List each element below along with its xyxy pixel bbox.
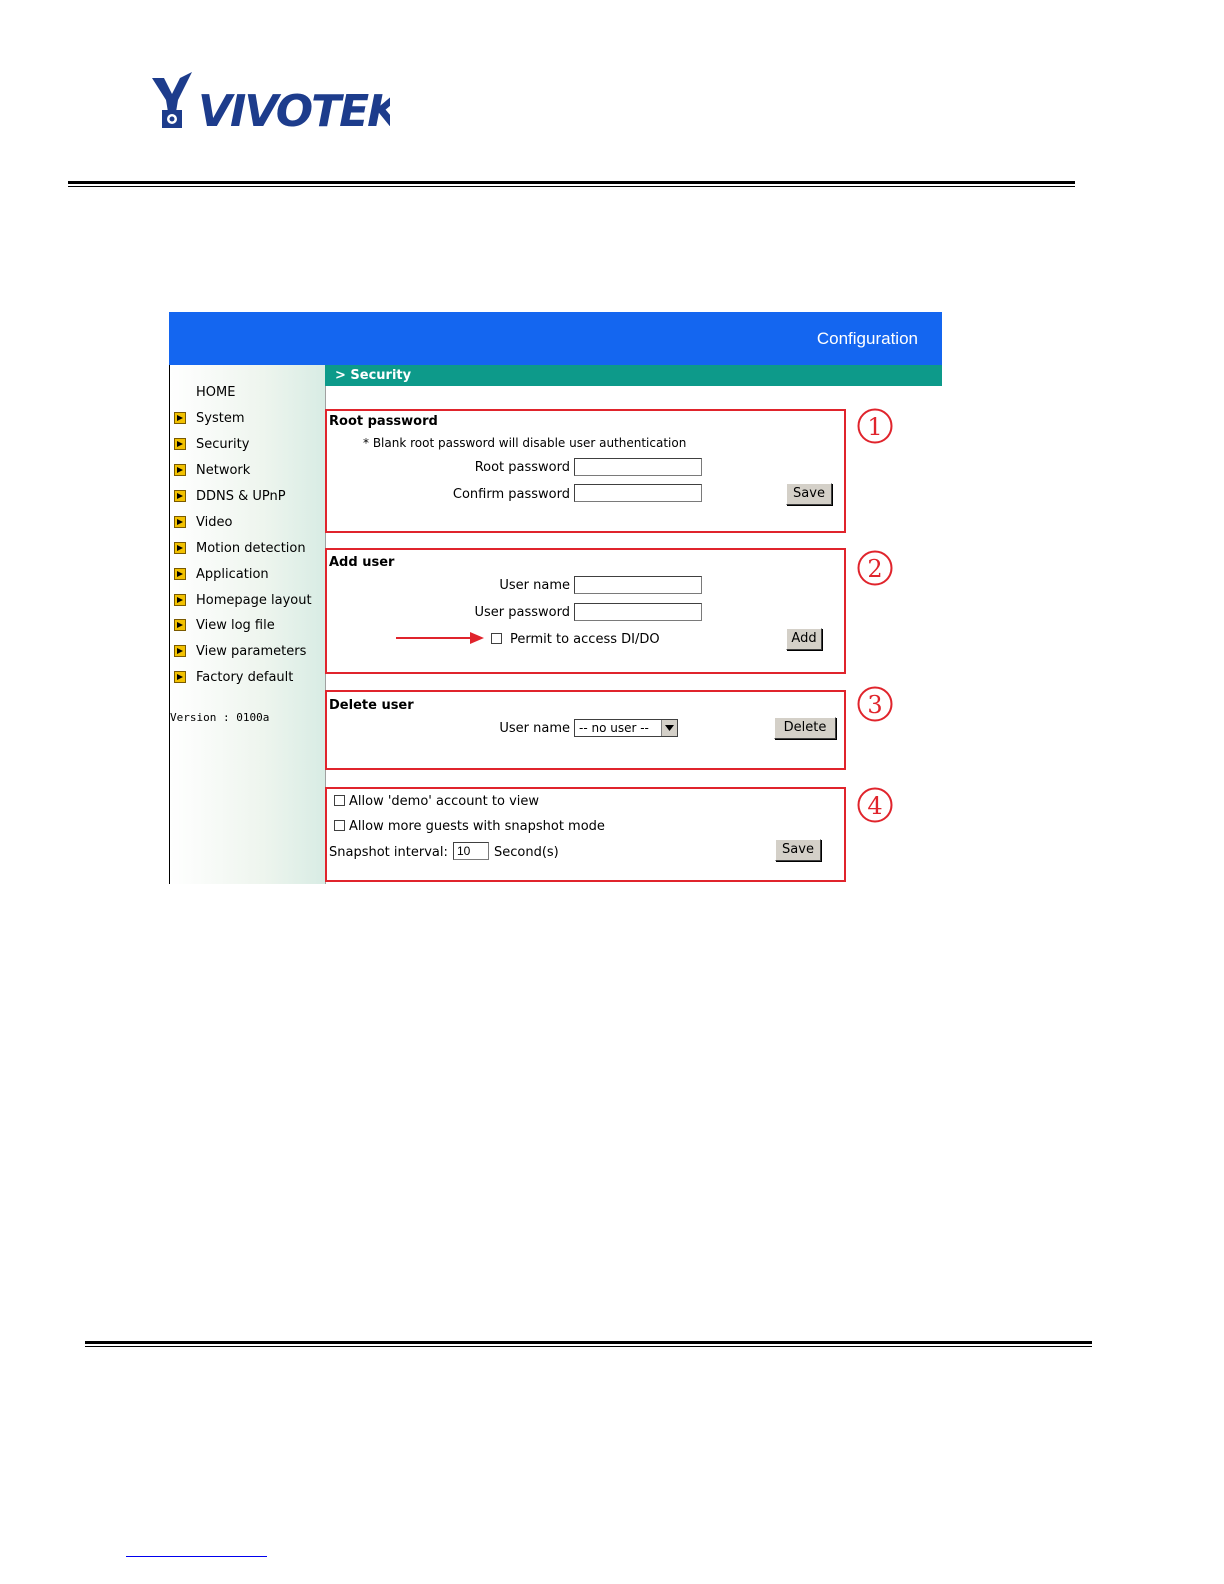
sidebar-item-view-log-file[interactable]: [174, 614, 275, 636]
svg-text:4: 4: [867, 792, 883, 820]
user-password-label: User password: [474, 605, 570, 620]
user-select[interactable]: [574, 719, 678, 737]
sidebar-item-motion-detection[interactable]: [174, 537, 306, 559]
version-label: Version : 0100a: [170, 711, 270, 724]
sidebar-item-label: Motion detection: [196, 540, 306, 556]
delete-user-name-label: User name: [499, 721, 570, 736]
user-name-label: User name: [499, 578, 570, 593]
sidebar: [169, 365, 325, 884]
root-password-note: * Blank root password will disable user authentication: [363, 436, 687, 450]
sidebar-item-label: System: [196, 410, 245, 426]
sidebar-item-homepage-layout[interactable]: [174, 589, 312, 611]
sidebar-item-application[interactable]: [174, 563, 269, 585]
arrow-right-icon: [174, 568, 186, 580]
arrow-right-icon: [174, 645, 186, 657]
permit-dido-label: Permit to access DI/DO: [510, 632, 660, 647]
sidebar-item-view-parameters[interactable]: [174, 640, 306, 662]
root-save-button[interactable]: Save: [786, 483, 832, 505]
root-password-heading: Root password: [329, 414, 438, 429]
arrow-right-icon: [174, 438, 186, 450]
red-arrow-icon: [396, 630, 484, 646]
allow-demo-label: Allow 'demo' account to view: [349, 794, 540, 809]
svg-text:3: 3: [867, 691, 883, 719]
arrow-right-icon: [174, 542, 186, 554]
seconds-unit-label: Second(s): [494, 845, 559, 860]
sidebar-item-system[interactable]: [174, 407, 244, 429]
guest-settings-box: [325, 787, 846, 882]
section-title: > Security: [335, 368, 412, 383]
footer-rule: [85, 1341, 1092, 1347]
user-password-input[interactable]: [574, 603, 702, 621]
allow-guests-label: Allow more guests with snapshot mode: [349, 819, 605, 834]
vivotek-logo: [150, 72, 390, 132]
svg-text:1: 1: [867, 413, 883, 441]
add-user-heading: Add user: [329, 555, 395, 570]
sidebar-item-ddns[interactable]: [174, 485, 286, 507]
arrow-right-icon: [174, 594, 186, 606]
user-select-value: -- no user --: [579, 721, 649, 735]
snapshot-interval-label: Snapshot interval:: [329, 845, 448, 860]
sidebar-item-label: View parameters: [196, 643, 307, 659]
confirm-password-label: Confirm password: [452, 487, 570, 502]
snapshot-interval-input[interactable]: [453, 842, 489, 860]
sidebar-item-label: View log file: [196, 617, 275, 633]
add-user-box: [325, 548, 846, 674]
sidebar-item-security[interactable]: [174, 433, 249, 455]
sidebar-item-label: HOME: [196, 384, 236, 400]
sidebar-item-label: Network: [196, 462, 251, 478]
delete-user-box: [325, 690, 846, 770]
sidebar-item-label: Homepage layout: [196, 592, 312, 608]
footer-link-underline[interactable]: [126, 1556, 267, 1557]
sidebar-item-label: Factory default: [196, 669, 294, 685]
page-title: Configuration: [816, 329, 918, 348]
delete-user-heading: Delete user: [329, 698, 414, 713]
delete-user-button[interactable]: Delete: [774, 717, 836, 739]
marker-1: [857, 408, 893, 444]
sidebar-item-video[interactable]: [174, 511, 232, 533]
sidebar-item-factory-default[interactable]: [174, 666, 293, 688]
arrow-right-icon: [174, 490, 186, 502]
config-screenshot: [169, 312, 942, 884]
root-password-input[interactable]: [574, 458, 702, 476]
section-bar: [325, 365, 942, 386]
dropdown-arrow-icon[interactable]: [661, 720, 677, 736]
sidebar-item-label: DDNS & UPnP: [196, 488, 286, 504]
sidebar-item-label: Security: [196, 436, 250, 452]
header-rule: [68, 181, 1075, 187]
confirm-password-input[interactable]: [574, 484, 702, 502]
root-password-label: Root password: [474, 460, 570, 475]
arrow-right-icon: [174, 619, 186, 631]
allow-demo-checkbox[interactable]: [334, 795, 345, 806]
sidebar-item-label: Application: [196, 566, 269, 582]
svg-text:VIVOTEK: VIVOTEK: [198, 86, 390, 132]
marker-3: [857, 686, 893, 722]
marker-2: [857, 550, 893, 586]
sidebar-item-home[interactable]: [196, 381, 235, 403]
arrow-right-icon: [174, 412, 186, 424]
root-password-box: [325, 409, 846, 533]
user-name-input[interactable]: [574, 576, 702, 594]
allow-guests-checkbox[interactable]: [334, 820, 345, 831]
svg-text:2: 2: [867, 555, 883, 583]
sidebar-item-network[interactable]: [174, 459, 250, 481]
guest-save-button[interactable]: Save: [775, 839, 821, 861]
top-banner: [169, 312, 942, 365]
sidebar-item-label: Video: [196, 514, 233, 530]
arrow-right-icon: [174, 671, 186, 683]
permit-dido-checkbox[interactable]: [491, 633, 502, 644]
arrow-right-icon: [174, 464, 186, 476]
marker-4: [857, 787, 893, 823]
arrow-right-icon: [174, 516, 186, 528]
add-user-button[interactable]: Add: [786, 628, 822, 650]
